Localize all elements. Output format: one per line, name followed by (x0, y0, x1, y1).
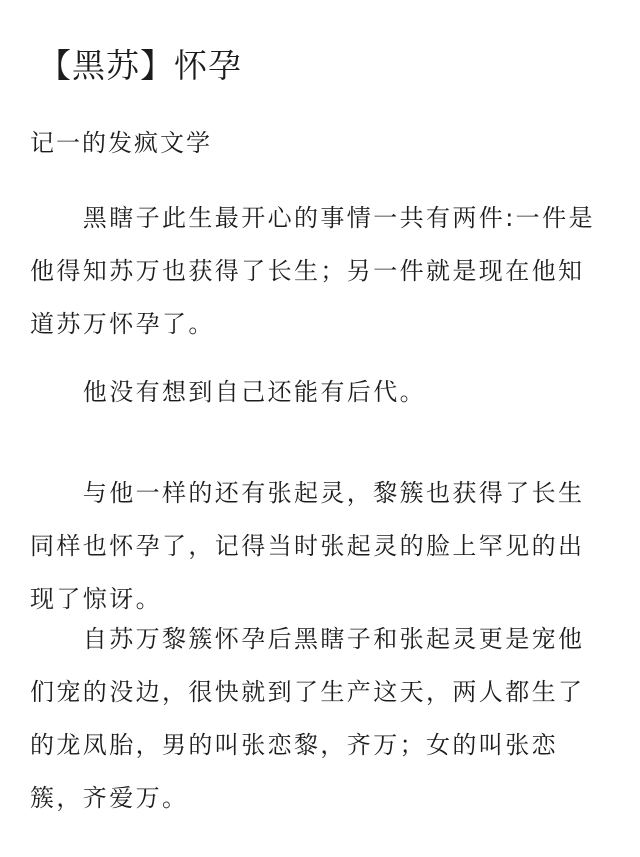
paragraph-1: 黑瞎子此生最开心的事情一共有两件:一件是他得知苏万也获得了长生；另一件就是现在他知道苏万怀孕了。 (30, 204, 595, 338)
paragraph-3: 与他一样的还有张起灵，黎簇也获得了长生同样也怀孕了，记得当时张起灵的脸上罕见的出现了惊讶。 (30, 479, 585, 613)
paragraph-4: 自苏万黎簇怀孕后黑瞎子和张起灵更是宠他们宠的没边，很快就到了生产这天，两人都生了的龙凤胎，男的叫张恋黎，齐万；女的叫张恋簇，齐爱万。 (30, 625, 585, 812)
article-title: 【黑苏】怀孕 (38, 46, 242, 85)
paragraph-2: 他没有想到自己还能有后代。 (82, 378, 426, 406)
article-subtitle: 记一的发疯文学 (30, 129, 212, 157)
